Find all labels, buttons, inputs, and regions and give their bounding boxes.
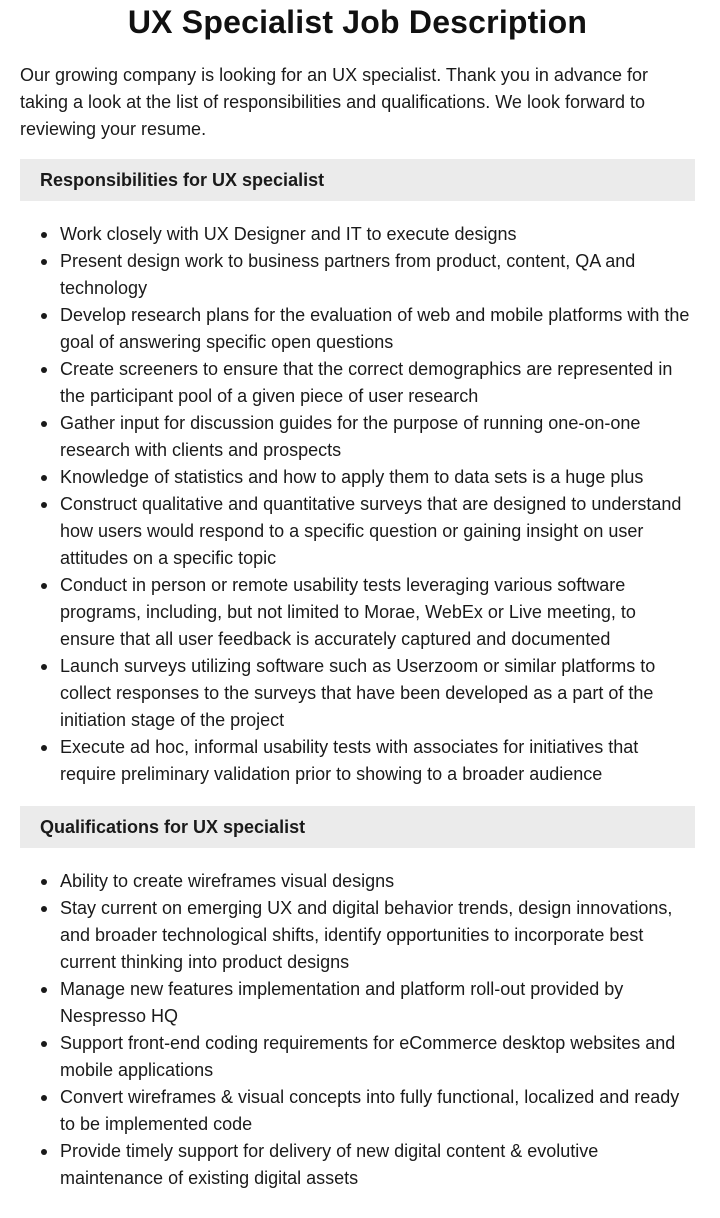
bullet-icon — [41, 313, 47, 319]
list-item — [60, 410, 695, 464]
list-item-text: Present design work to business partners from product, content, QA and technology — [60, 251, 636, 298]
list-item — [60, 248, 695, 302]
responsibilities-list — [20, 221, 695, 788]
bullet-icon — [41, 1095, 47, 1101]
list-item — [60, 491, 695, 572]
list-item-text: Work closely with UX Designer and IT to execute designs — [60, 224, 517, 244]
list-item — [60, 302, 695, 356]
list-item — [60, 895, 695, 976]
list-item — [60, 653, 695, 734]
list-item-text: Ability to create wireframes visual designs — [60, 871, 395, 891]
bullet-icon — [41, 906, 47, 912]
list-item-text: Launch surveys utilizing software such as Userzoom or similar platforms to collect responses to the surveys that have been developed as a part of the initiation stage of the project — [60, 656, 656, 730]
intro-paragraph: Our growing company is looking for an UX specialist. Thank you in advance for taking a look at the list of responsibilities and qualifications. We look forward to reviewing your resume. — [20, 65, 648, 139]
qualifications-list — [20, 868, 695, 1192]
bullet-icon — [41, 421, 47, 427]
list-item — [60, 1084, 695, 1138]
list-item — [60, 1138, 695, 1192]
list-item-text: Create screeners to ensure that the correct demographics are represented in the participant pool of a given piece of user research — [60, 359, 673, 406]
list-item-text: Provide timely support for delivery of new digital content & evolutive maintenance of existing digital assets — [60, 1141, 599, 1188]
bullet-icon — [41, 1149, 47, 1155]
list-item — [60, 221, 695, 248]
bullet-icon — [41, 664, 47, 670]
list-item-text: Manage new features implementation and platform roll-out provided by Nespresso HQ — [60, 979, 624, 1026]
list-item-text: Knowledge of statistics and how to apply them to data sets is a huge plus — [60, 467, 644, 487]
list-item-text: Execute ad hoc, informal usability tests with associates for initiatives that require preliminary validation prior to showing to a broader audience — [60, 737, 639, 784]
bullet-icon — [41, 232, 47, 238]
bullet-icon — [41, 987, 47, 993]
list-item — [60, 356, 695, 410]
list-item-text: Conduct in person or remote usability tests leveraging various software programs, including, but not limited to Morae, WebEx or Live meeting, to ensure that all user feedback is accurately captured and documented — [60, 575, 636, 649]
bullet-icon — [41, 879, 47, 885]
list-item-text: Construct qualitative and quantitative surveys that are designed to understand how users would respond to a specific question or gaining insight on user attitudes on a specific topic — [60, 494, 682, 568]
bullet-icon — [41, 1041, 47, 1047]
list-item-text: Stay current on emerging UX and digital behavior trends, design innovations, and broader technological shifts, identify opportunities to incorporate best current thinking into product designs — [60, 898, 673, 972]
list-item-text: Gather input for discussion guides for the purpose of running one-on-one research with clients and prospects — [60, 413, 641, 460]
bullet-icon — [41, 259, 47, 265]
bullet-icon — [41, 367, 47, 373]
list-item — [60, 976, 695, 1030]
list-item-text: Support front-end coding requirements for eCommerce desktop websites and mobile applications — [60, 1033, 676, 1080]
list-item — [60, 572, 695, 653]
bullet-icon — [41, 502, 47, 508]
list-item — [60, 1030, 695, 1084]
list-item — [60, 868, 695, 895]
list-item — [60, 464, 695, 491]
bullet-icon — [41, 475, 47, 481]
qualifications-heading: Qualifications for UX specialist — [20, 806, 695, 848]
bullet-icon — [41, 583, 47, 589]
bullet-icon — [41, 745, 47, 751]
page-title: UX Specialist Job Description — [127, 4, 588, 40]
list-item-text: Convert wireframes & visual concepts into fully functional, localized and ready to be implemented code — [60, 1087, 680, 1134]
list-item-text: Develop research plans for the evaluation of web and mobile platforms with the goal of answering specific open questions — [60, 305, 690, 352]
responsibilities-heading: Responsibilities for UX specialist — [20, 159, 695, 201]
list-item — [60, 734, 695, 788]
